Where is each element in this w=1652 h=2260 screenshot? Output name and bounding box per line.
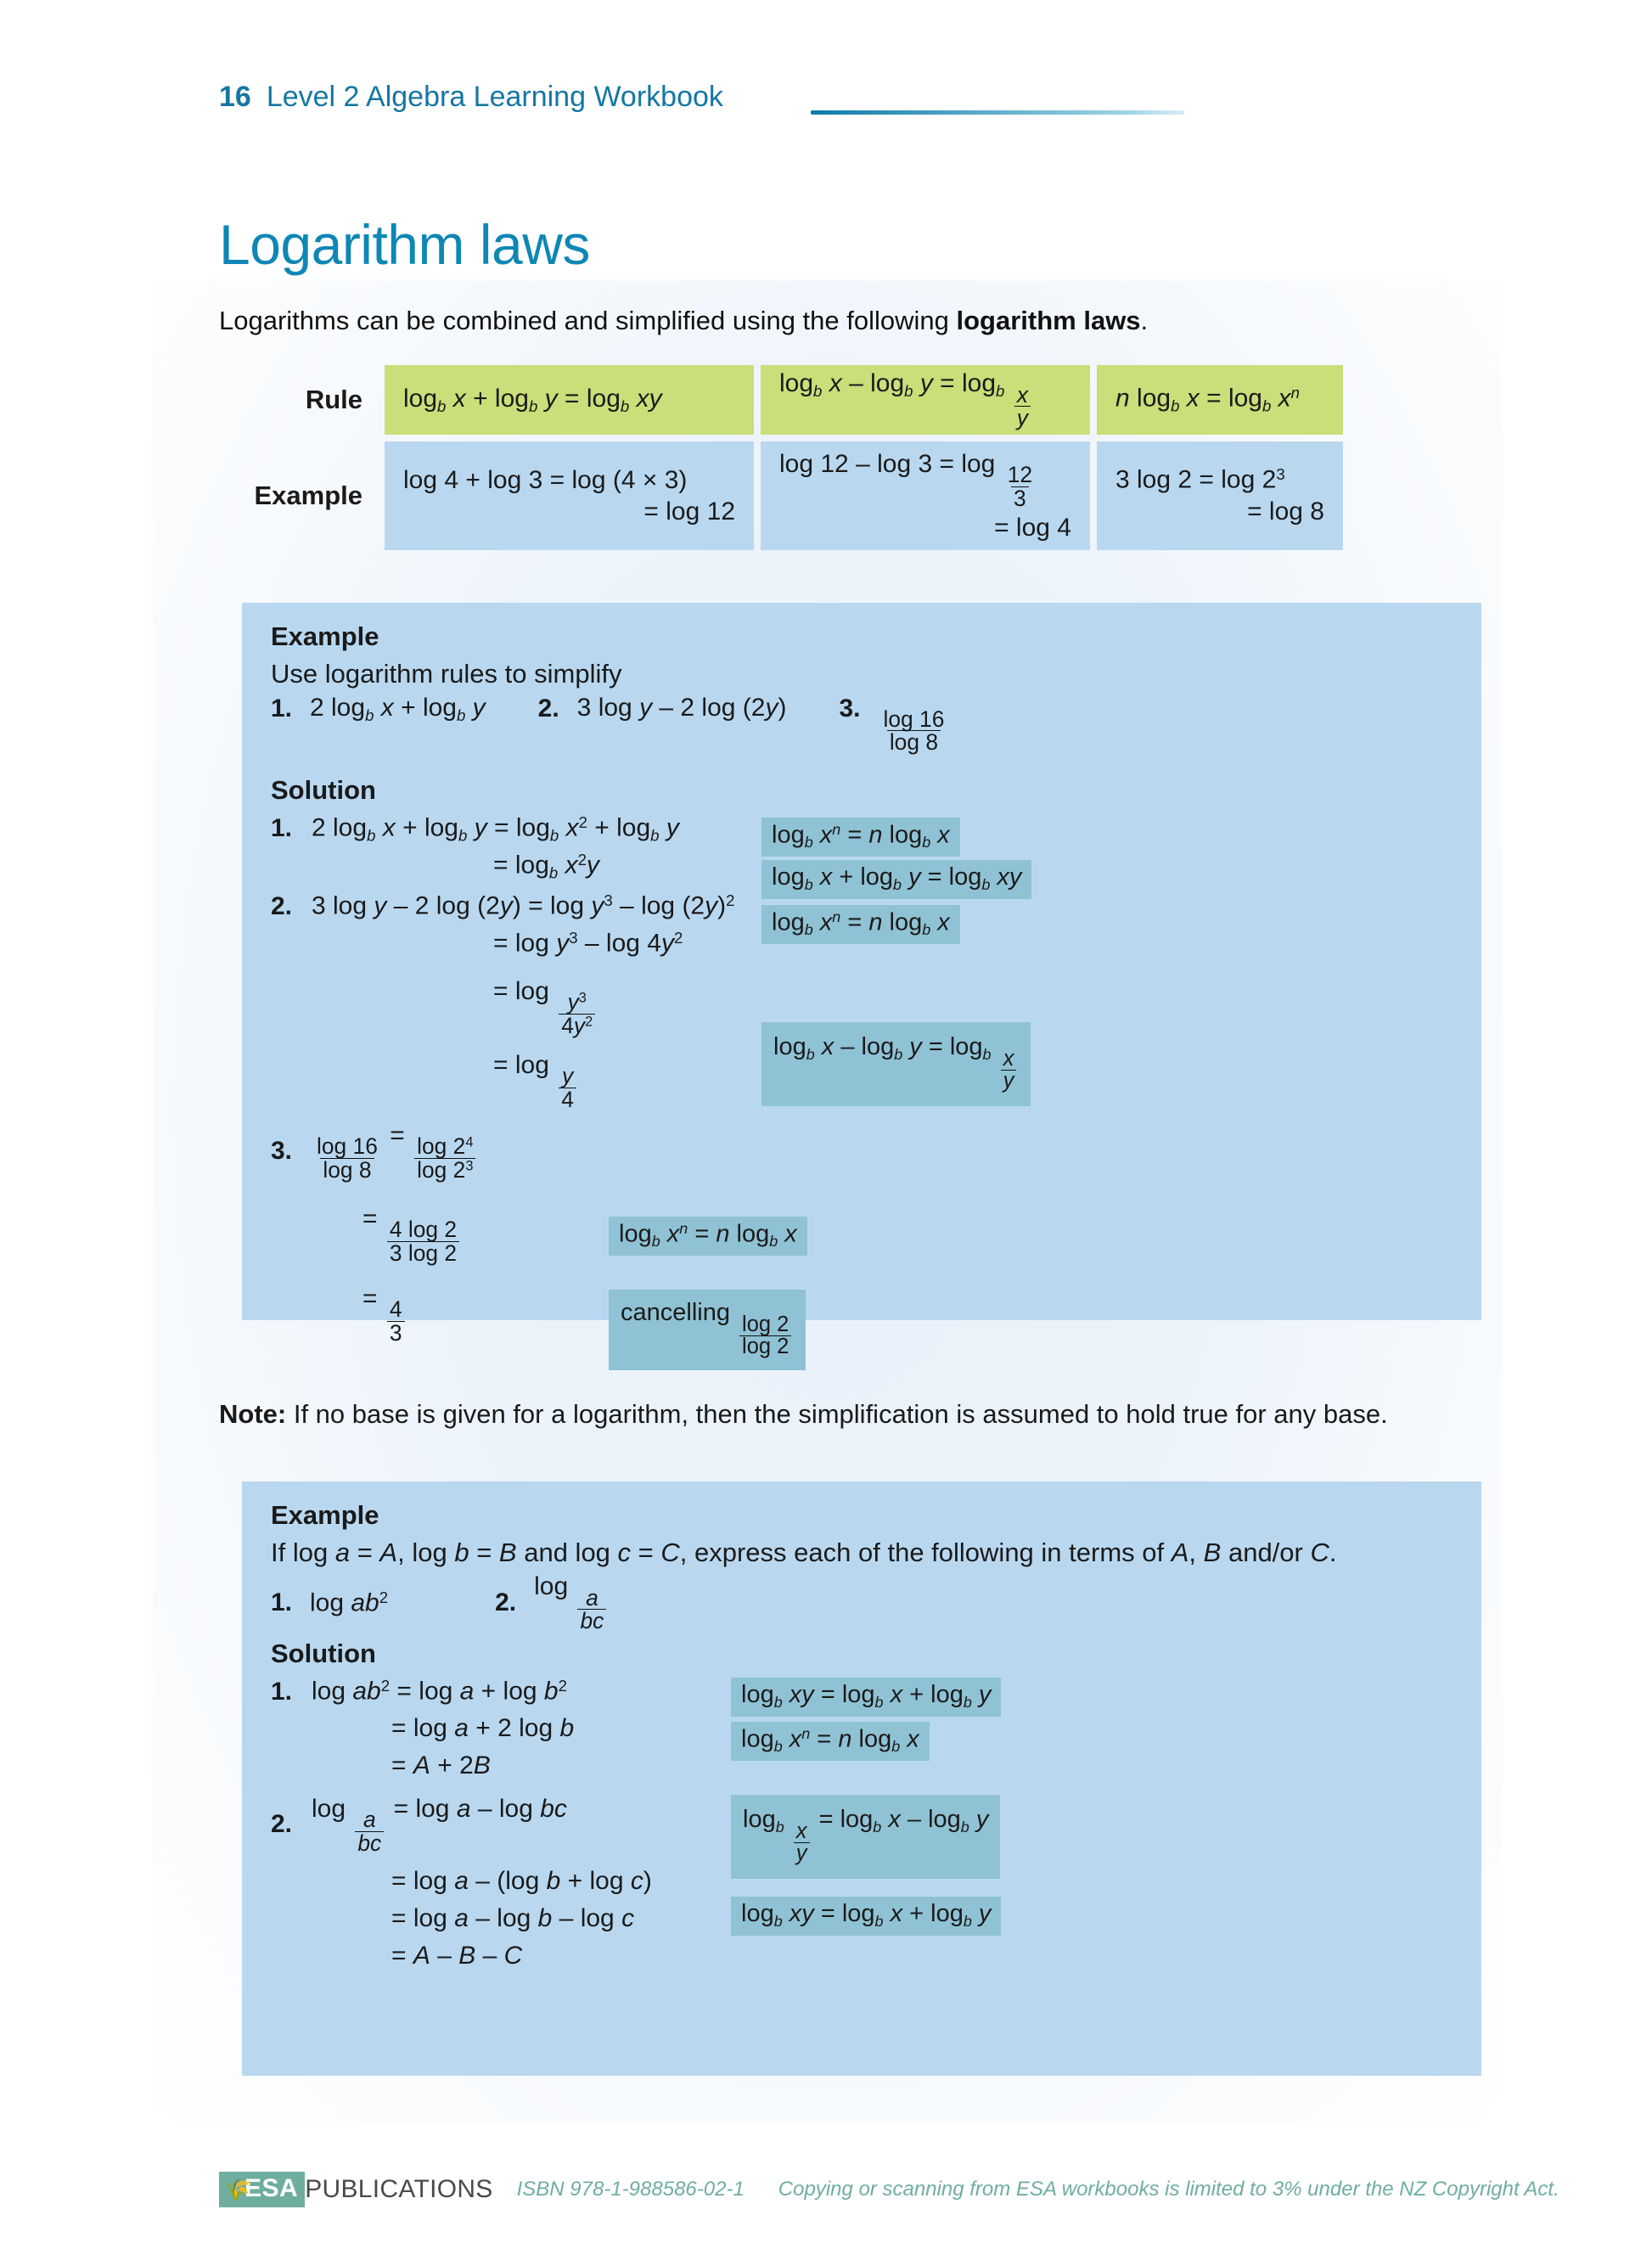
rules-row-label: Rule (305, 385, 362, 414)
intro-text-bold: logarithm laws (956, 306, 1141, 335)
example-1-solution-heading: Solution (271, 775, 376, 806)
page-title: Logarithm laws (219, 213, 590, 276)
example-expression-2-line2: = log 4 (994, 513, 1071, 542)
note-line (219, 1399, 1388, 1430)
rule-tag-1 (731, 1678, 1001, 1717)
rule-tag-2 (731, 1722, 930, 1761)
rule-tag-1 (761, 818, 960, 857)
step-expression-5: = log $\frac{y^3}{4y^2}$ (493, 978, 598, 1037)
step-number: 3. (271, 1137, 293, 1166)
step-number: 2. (271, 1810, 293, 1839)
example-box-2 (242, 1481, 1481, 2076)
step-expression-1: $\log ab^2 = \log a + \log b^2$ (312, 1677, 567, 1706)
example-2-steps (271, 1678, 1453, 1980)
step-expression-2: = $\log_b x^2y$ (493, 851, 599, 883)
rules-table-gap (219, 435, 1357, 441)
rules-row (219, 365, 1357, 435)
step-expression-7: $\frac{\log 16}{\log 8}$ = $\frac{\log 2^4}{\log 2^3}$ (312, 1122, 478, 1181)
rule-tag-expression: $\log_b x^n = n$ $\log_b x$ (761, 818, 960, 857)
question-number: 1. (271, 1588, 293, 1616)
example-2-questions (271, 1573, 1453, 1632)
esa-mark-text: ESA (244, 2174, 299, 2202)
rule-tag-expression: $\log_b$ xy = $\log_b x + \log_b y$ (731, 1678, 1001, 1717)
example-expression-3-line2: = log 8 (1247, 498, 1324, 526)
example-1-heading: Example (271, 621, 379, 651)
question-expression-3: $\frac{\log 16}{\log 8}$ (883, 706, 945, 755)
step-expression-9: = $\frac{4}{3}$ (362, 1285, 407, 1344)
example-expression-2-line1: log 12 – log 3 = log $\frac{12}{3}$ (779, 449, 1033, 511)
note-label: Note: (219, 1399, 287, 1429)
step-expression-1: 2 $\log_b x + \log_b y = \log_b x^2 + \log_b y$ (312, 813, 679, 846)
question-expression-2: 3 log y – 2 log (2y) (576, 694, 787, 722)
question-number: 2. (537, 694, 559, 722)
step-expression-5: = log a – (log b + log c) (391, 1867, 652, 1896)
esa-publications-word: PUBLICATIONS (305, 2175, 493, 2203)
logarithm-rules-table (219, 365, 1357, 550)
rule-tag-5 (609, 1217, 807, 1256)
page-footer (219, 2172, 1559, 2207)
rule-tag-6 (609, 1290, 806, 1369)
rule-tag-expression: $\log_b$ xy = $\log_b x + \log_b y$ (731, 1897, 1001, 1936)
example-2-solution-heading: Solution (271, 1639, 376, 1669)
wheat-icon: 🌾 (224, 2177, 252, 2202)
step-number: 1. (271, 1678, 293, 1706)
header-rule-line (811, 110, 1184, 115)
example-cell-1 (385, 441, 754, 550)
solution-step (271, 1198, 1453, 1271)
step-expression-8: = $\frac{4 \log 2}{3 \log 2}$ (362, 1206, 462, 1264)
note-text: If no base is given for a logarithm, then the simplification is assumed to hold true for any base. (286, 1399, 1388, 1429)
example-cell-2 (761, 441, 1090, 550)
rule-expression-1: $\log_b x + \log_b y = \log_b$ xy (403, 384, 662, 415)
rule-tag-4 (731, 1897, 1001, 1936)
step-number: 2. (271, 892, 293, 921)
step-number: 1. (271, 814, 293, 843)
rule-cell-3 (1097, 365, 1343, 435)
example-1-steps (271, 813, 1453, 1359)
esa-logo (219, 2172, 493, 2207)
step-expression-6: = log $\frac{y}{4}$ (493, 1052, 579, 1110)
rule-tag-expression: $\log_b$ $\frac{x}{y}$ = $\log_b x - \log_b y$ (731, 1795, 1000, 1878)
example-cell-3 (1097, 441, 1343, 550)
copyright-text: Copying or scanning from ESA workbooks is limited to 3% under the NZ Copyright Act. (778, 2178, 1559, 2201)
rule-tag-expression: $\log_b x - \log_b y = \log_b$ $\frac{x}{y}$ (761, 1022, 1031, 1105)
intro-text-before: Logarithms can be combined and simplified using the following (219, 306, 957, 335)
rule-expression-3: n $\log_b x = \log_b x^n$ (1115, 384, 1301, 416)
example-2-heading: Example (271, 1500, 379, 1530)
rule-tag-2 (761, 860, 1031, 899)
rule-tag-3 (761, 905, 960, 944)
example-box-1 (242, 603, 1481, 1359)
solution-step (271, 1279, 1453, 1349)
step-expression-4: = $\log y^3$ – $\log 4y^2$ (493, 929, 683, 959)
examples-row (219, 441, 1357, 550)
step-expression-6: = log a – log b – log c (391, 1904, 635, 1933)
step-expression-3: = A + 2B (391, 1751, 491, 1780)
example-1-prompt: Use logarithm rules to simplify (271, 659, 622, 689)
step-expression-2: = log a + 2 log b (391, 1714, 575, 1743)
example-1-questions (271, 694, 1453, 753)
step-expression-7: = A – B – C (391, 1942, 523, 1970)
rule-cell-2 (761, 365, 1090, 435)
example-expression-3-line1: 3 $\log 2 = \log 2^3$ (1115, 465, 1285, 494)
example-expression-1-line2: = log 12 (643, 498, 735, 526)
rule-cell-1 (385, 365, 754, 435)
page-header (219, 81, 723, 114)
question-number: 1. (271, 694, 293, 722)
rule-expression-2: $\log_b x - \log_b y = \log_b$ $\frac{x}{y}$ (779, 370, 1033, 429)
rule-tag-expression: $\log_b x^n = n$ $\log_b x$ (761, 905, 960, 944)
question-expression-1: 2 $\log_b x + \log_b y$ (310, 694, 486, 724)
rule-tag-expression: $\log_b x + \log_b y = \log_b$ xy (761, 860, 1031, 899)
example-2-prompt: If log a = A, log b = B and log c = C, express each of the following in terms of A, B and/or C. (271, 1538, 1337, 1567)
rule-tag-4 (761, 1022, 1031, 1105)
example-expression-1-line1: log 4 + log 3 = log (4 × 3) (403, 465, 688, 494)
solution-step (271, 1115, 1453, 1188)
step-expression-3: 3 log y – 2 $\log (2y) = \log y^3 - \log (2y)^2$ (312, 891, 735, 921)
rule-tag-expression: $\log_b x^n = n$ $\log_b x$ (731, 1722, 930, 1761)
esa-mark (219, 2172, 305, 2207)
intro-paragraph (219, 306, 1148, 336)
question-expression-1: $\log ab^2$ (310, 1588, 389, 1617)
rule-tag-expression: cancelling $\frac{\log 2}{\log 2}$ (609, 1290, 806, 1369)
rule-tag-3 (731, 1795, 1000, 1878)
solution-step (271, 1942, 1453, 1980)
rule-tag-expression: $\log_b x^n = n$ $\log_b x$ (609, 1217, 807, 1256)
step-expression-4: log $\frac{a}{bc}$ = log a – log bc (312, 1794, 567, 1856)
isbn-text: ISBN 978-1-988586-02-1 (516, 2178, 745, 2201)
page-number: 16 (219, 81, 251, 113)
intro-text-after: . (1140, 306, 1149, 335)
question-number: 3. (839, 694, 861, 722)
question-number: 2. (495, 1588, 517, 1616)
question-expression-2: log $\frac{a}{bc}$ (534, 1573, 609, 1632)
examples-row-label: Example (254, 481, 362, 510)
book-title: Level 2 Algebra Learning Workbook (266, 81, 723, 113)
